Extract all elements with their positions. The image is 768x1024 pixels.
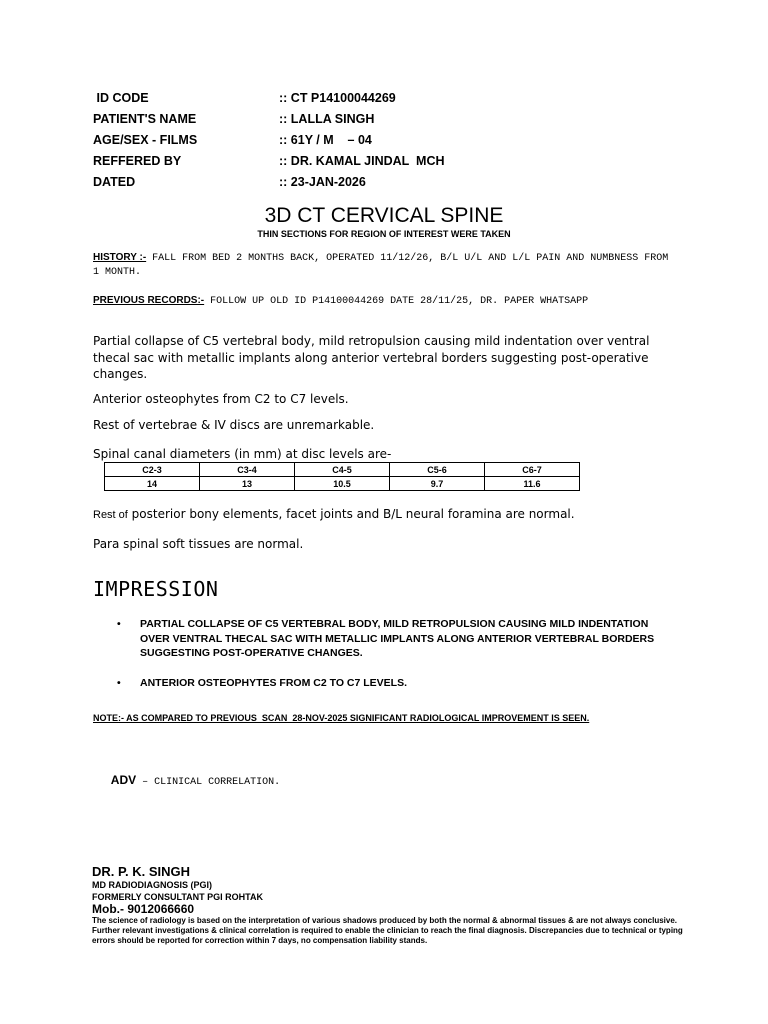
previous-records-text: FOLLOW UP OLD ID P14100044269 DATE 28/11/25, DR. PAPER WHATSAPP <box>204 296 589 307</box>
doctor-qualification: MD RADIODIAGNOSIS (PGI) <box>92 880 213 890</box>
table-header-cell: C2-3 <box>105 463 200 477</box>
finding-paragraph: Rest of vertebrae & IV discs are unremarkable. <box>93 418 375 432</box>
info-value-age-sex: :: 61Y / M – 04 <box>279 133 372 147</box>
advice-text: – CLINICAL CORRELATION. <box>136 777 281 788</box>
finding-paragraph <box>93 506 678 524</box>
signature-block <box>92 864 692 946</box>
info-label-referred-by: REFFERED BY <box>93 154 182 168</box>
info-label-dated: DATED <box>93 175 136 189</box>
table-header-cell: C5-6 <box>390 463 485 477</box>
bullet-icon: • <box>117 618 121 630</box>
info-label-patient-name: PATIENT'S NAME <box>93 112 197 126</box>
report-title: 3D CT CERVICAL SPINE <box>264 204 504 227</box>
list-item <box>117 617 677 661</box>
table-header-row <box>105 463 580 477</box>
history-text: FALL FROM BED 2 MONTHS BACK, OPERATED 11/12/26, B/L U/L AND L/L PAIN AND NUMBNESS FROM 1 MONTH. <box>93 253 669 278</box>
doctor-name: DR. P. K. SINGH <box>92 864 191 879</box>
doctor-position: FORMERLY CONSULTANT PGI ROHTAK <box>92 891 263 902</box>
table-header-cell: C4-5 <box>295 463 390 477</box>
previous-records-label: PREVIOUS RECORDS:- <box>93 295 205 306</box>
finding-paragraph: Anterior osteophytes from C2 to C7 levels. <box>93 392 349 406</box>
info-value-id-code: :: CT P14100044269 <box>279 91 396 105</box>
info-value-referred-by: :: DR. KAMAL JINDAL MCH <box>279 154 445 168</box>
history-label: HISTORY :- <box>93 252 147 263</box>
info-label-id-code: ID CODE <box>93 91 149 105</box>
table-cell: 14 <box>105 477 200 491</box>
finding-paragraph: Para spinal soft tissues are normal. <box>93 537 304 551</box>
info-value-patient-name: :: LALLA SINGH <box>279 112 375 126</box>
finding-paragraph: Spinal canal diameters (in mm) at disc levels are- <box>93 447 392 461</box>
table-cell: 13 <box>200 477 295 491</box>
table-header-cell: C3-4 <box>200 463 295 477</box>
history-section <box>93 251 673 280</box>
advice-label: ADV <box>110 773 137 787</box>
impression-heading: IMPRESSION <box>93 577 219 601</box>
list-item <box>117 676 677 691</box>
info-label-age-sex: AGE/SEX - FILMS <box>93 133 198 147</box>
advice-line <box>93 753 280 807</box>
report-subtitle: THIN SECTIONS FOR REGION OF INTEREST WERE TAKEN <box>257 229 511 239</box>
comparison-note: NOTE:- AS COMPARED TO PREVIOUS SCAN 28-NOV-2025 SIGNIFICANT RADIOLOGICAL IMPROVEMENT IS SEEN. <box>93 713 590 723</box>
canal-diameter-table <box>104 462 580 491</box>
table-cell: 11.6 <box>485 477 580 491</box>
previous-records-section <box>93 294 673 309</box>
impression-text: ANTERIOR OSTEOPHYTES FROM C2 TO C7 LEVELS. <box>140 676 408 689</box>
info-value-dated: :: 23-JAN-2026 <box>279 175 366 189</box>
impression-list <box>117 617 677 705</box>
finding-prefix: Rest of <box>93 509 128 521</box>
finding-paragraph: Partial collapse of C5 vertebral body, mild retropulsion causing mild indentation over ventral thecal sac with metallic implants along anterior vertebral borders suggesting post-operative changes. <box>93 334 650 381</box>
bullet-icon: • <box>117 676 121 689</box>
doctor-mobile: Mob.- 9012066660 <box>92 902 195 916</box>
disclaimer-text: The science of radiology is based on the interpretation of various shadows produced by both the normal & abnormal tissues & are not always conclusive. Further relevant investigations & clinical correlation is required to enable the clinician to reach the final diagnosis. Discrepancies due to technical or typing errors should be reported for correction within 7 days, no compensation liability stands. <box>92 916 683 945</box>
table-cell: 9.7 <box>390 477 485 491</box>
table-cell: 10.5 <box>295 477 390 491</box>
finding-rest: posterior bony elements, facet joints and B/L neural foramina are normal. <box>127 507 575 521</box>
table-row <box>105 477 580 491</box>
impression-text: PARTIAL COLLAPSE OF C5 VERTEBRAL BODY, MILD RETROPULSION CAUSING MILD INDENTATION OVER VENTRAL THECAL SAC WITH METALLIC IMPLANTS ALONG ANTERIOR VERTEBRAL BORDERS SUGGESTING POST-OPERATIVE CHANGES. <box>140 618 655 659</box>
table-header-cell: C6-7 <box>485 463 580 477</box>
